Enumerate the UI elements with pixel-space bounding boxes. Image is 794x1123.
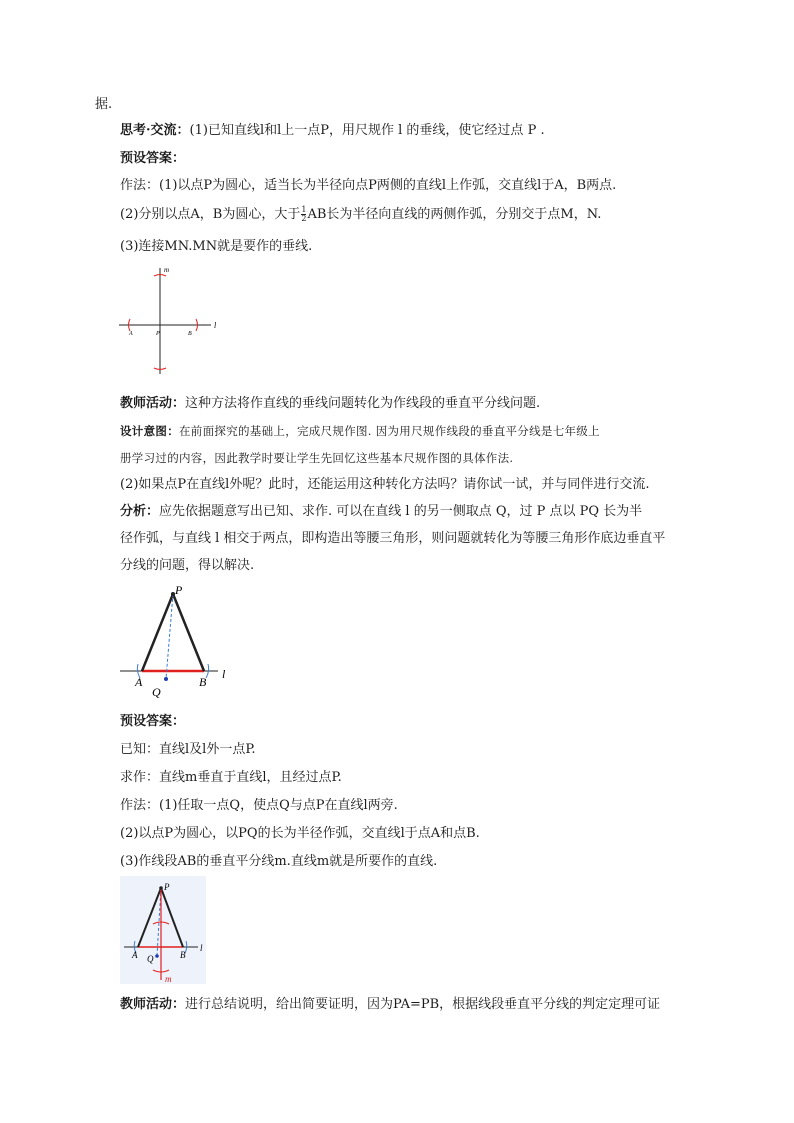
think-text: (1)已知直线l和l上一点P，用尺规作 l 的垂线，使它经过点 P . (189, 123, 545, 138)
label-l: l (222, 667, 226, 681)
analysis-text-1: 应先依据题意写出已知、求作. 可以在直线 l 的另一侧取点 Q，过 P 点以 PQ 长为半 (159, 504, 643, 519)
label-P: P (156, 331, 160, 337)
label-m: m (165, 974, 172, 984)
method1-step2-post: AB长为半径向直线的两侧作弧，分别交于点M，N. (307, 207, 602, 222)
preset-answer-label-2 (120, 713, 185, 731)
teacher-label-2: 教师活动： (120, 997, 186, 1012)
label-Q: Q (147, 954, 154, 964)
figure-perpendicular-through-point-on-line (115, 262, 225, 380)
teacher-label-1: 教师活动： (120, 396, 186, 411)
think-label: 思考·交流： (120, 123, 190, 138)
top-fragment: 据. (95, 97, 113, 112)
frac-den: 2 (301, 214, 307, 223)
method1-step3: (3)连接MN.MN就是要作的垂线. (120, 239, 313, 254)
segment-PA (142, 594, 173, 671)
point-Q (155, 954, 159, 958)
label-l: l (214, 321, 217, 330)
teacher-text-2: 进行总结说明，给出简要证明，因为PA=PB，根据线段垂直平分线的判定定理可证 (185, 997, 661, 1012)
teacher-text-1: 这种方法将作直线的垂线问题转化为作线段的垂直平分线问题. (185, 396, 541, 411)
figure-isosceles-triangle (118, 582, 238, 700)
label-A: A (135, 675, 143, 689)
preset-label-text-2: 预设答案： (120, 714, 186, 729)
label-B: B (199, 675, 207, 689)
design-intent-line2: 册学习过的内容，因此教学时要让学生先回忆这些基本尺规作图的具体作法. (120, 451, 514, 465)
segment-PB (173, 594, 204, 671)
method2-step2: (2)以点P为圆心，以PQ的长为半径作弧，交直线l于点A和点B. (120, 826, 480, 841)
method1-step1: 作法：(1)以点P为圆心，适当长为半径向点P两侧的直线l上作弧，交直线l于A，B两点. (120, 178, 617, 193)
method2-step3: (3)作线段AB的垂直平分线m.直线m就是所要作的直线. (120, 854, 438, 869)
design-text-1: 在前面探究的基础上，完成尺规作图. 因为用尺规作线段的垂直平分线是七年级上 (179, 424, 600, 438)
label-Q: Q (152, 685, 161, 699)
method1-step2-pre: (2)分别以点A，B为圆心，大于 (120, 207, 301, 222)
analysis-line1 (120, 503, 642, 521)
question-2: (2)如果点P在直线l外呢？此时，还能运用这种转化方法吗？请你试一试，并与同伴进行交流. (120, 477, 650, 492)
point-P (159, 886, 163, 890)
analysis-line2: 径作弧，与直线 l 相交于两点，即构造出等腰三角形，则问题就转化为等腰三角形作底边垂直平 (120, 531, 666, 546)
label-P: P (164, 882, 170, 892)
fraction-one-half (301, 206, 306, 223)
analysis-label: 分析： (120, 504, 160, 519)
figure-perpendicular-bisector-construction (120, 876, 206, 984)
method2-construct: 求作：直线m垂直于直线l，且经过点P. (120, 770, 342, 785)
method2-known: 已知：直线l及l外一点P. (120, 742, 256, 757)
method2-step1: 作法：(1)任取一点Q，使点Q与点P在直线l两旁. (120, 798, 398, 813)
label-A: A (132, 950, 138, 960)
label-P: P (175, 583, 183, 597)
label-l: l (200, 943, 203, 953)
label-B: B (180, 950, 186, 960)
point-Q (164, 677, 168, 681)
method1-step2 (120, 206, 601, 224)
teacher-activity-2 (120, 996, 660, 1014)
preset-answer-label-1 (120, 150, 185, 168)
label-m: m (164, 266, 170, 274)
design-intent-line1 (120, 422, 600, 440)
analysis-line3: 分线的问题，得以解决. (120, 558, 255, 573)
label-B: B (188, 331, 192, 337)
frac-num: 1 (301, 205, 307, 214)
preset-label-text-1: 预设答案： (120, 151, 186, 166)
teacher-activity-1 (120, 395, 540, 413)
label-A: A (129, 331, 133, 337)
think-exchange (120, 122, 545, 140)
design-label: 设计意图： (120, 424, 179, 438)
